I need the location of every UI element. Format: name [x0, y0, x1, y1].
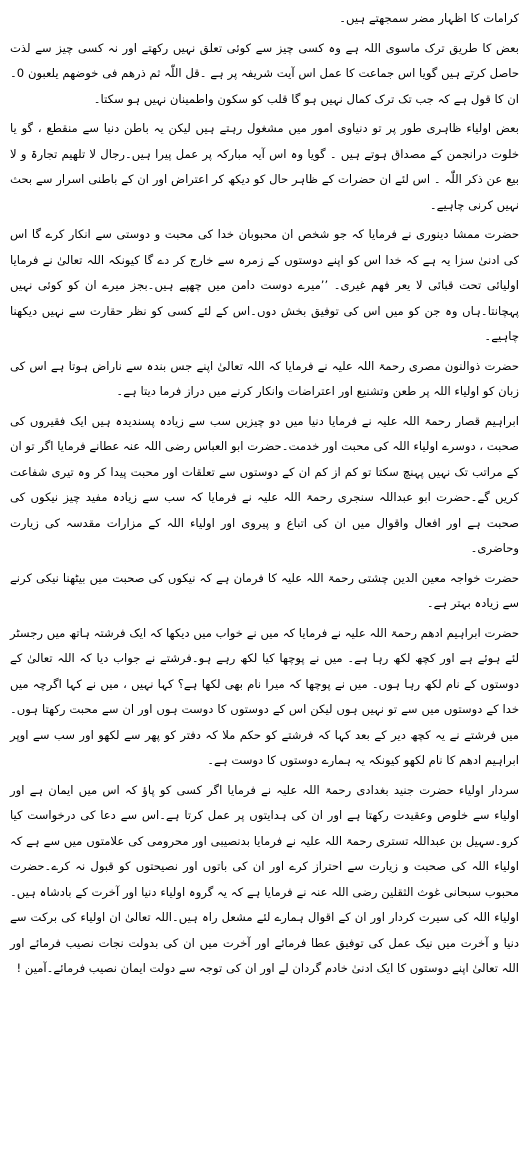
paragraph-khalwat-dar-anjuman: بعض اولیاء ظاہری طور پر تو دنیاوی امور میں مشغول رہتے ہیں لیکن یہ باطن دنیا سے منقطع ، گو یا خلوت درانجمن کے مصداق ہوتے ہیں ۔ گویا وہ اس آیہ مبارکہ پر عمل پیرا ہیں۔رجال لا تلھیم تجارۃ و لا بیع عن ذکر اللّٰہ ۔ اس لئے ان حضرات کے ظاہر حال کو دیکھ کر اعتراض اور ان کے باطنی اسرار سے بحث نہیں کرنی چاہیے۔ — [10, 121, 519, 212]
paragraph-tark-masiwa: بعض کا طریق ترک ماسوی اللہ ہے وہ کسی چیز سے کوئی تعلق نہیں رکھتے اور نہ کسی چیز سے لذت حاصل کرتے ہیں گویا اس جماعت کا عمل اس آیت شریفہ پر ہے ۔قل اللّٰہ ثم ذرھم فی خوضھم یلعبون 0۔ان کا قول ہے کہ جب تک ترک کمال نہیں ہو گا قلب کو سکون واطمینان نہیں ہو سکتا۔ — [10, 40, 519, 106]
paragraph-zunnun-misri: حضرت ذوالنون مصری رحمۃ اللہ علیہ نے فرمایا کہ اللہ تعالیٰ اپنے جس بندہ سے ناراض ہوتا ہے اس کی زبان کو اولیاء اللہ پر طعن وتشنیع اور اعتراضات وانکار کرنے میں دراز فرما دیتا ہے۔ — [10, 358, 519, 398]
paragraph-moinuddin-chishti: حضرت خواجہ معین الدین چشتی رحمۃ اللہ علیہ کا فرمان ہے کہ نیکوں کی صحبت میں بیٹھنا نیکی کرنے سے زیادہ بہتر ہے۔ — [10, 570, 519, 610]
paragraph-ibrahim-qassar: ابراہیم قصار رحمۃ اللہ علیہ نے فرمایا دنیا میں دو چیزیں سب سے زیادہ پسندیدہ ہیں ایک فقیروں کی صحبت ، دوسرے اولیاء اللہ کی محبت اور خدمت۔حضرت ابو العباس رضی اللہ عنہ عطانے فرمایا اگر تو ان کے مراتب تک نہیں پہنچ سکتا تو کم از کم ان کے دوستوں سے تعلقات اور محبت پیدا کر وہ تیری شفاعت کریں گے۔حضرت ابو عبداللہ سنجری رحمۃ اللہ علیہ نے فرمایا کہ سب سے زیادہ مفید چیز نیکوں کی صحبت ہے اور افعال واقوال میں ان کی اتباع و پیروی اور اولیاء اللہ کے مزارات مقدسہ کی زیارت وحاضری۔ — [10, 413, 519, 555]
paragraph-junaid-baghdadi: سردار اولیاء حضرت جنید بغدادی رحمۃ اللہ علیہ نے فرمایا اگر کسی کو پاؤ کہ اس میں ایمان ہے اور اولیاء سے خلوص وعقیدت رکھتا ہے اور ان کی ہدایتوں پر عمل کرتا ہے۔اس سے دعا کی درخواست کیا کرو۔سہیل بن عبداللہ تستری رحمۃ اللہ علیہ نے فرمایا بدنصیبی اور محرومی کی علامتوں میں سے ہے کہ اولیاء اللہ کی صحبت و زیارت سے احتراز کرے اور ان کی باتوں اور نصیحتوں کو قبول نہ کرے۔حضرت محبوب سبحانی غوث الثقلین رضی اللہ عنہ نے فرمایا ہے کہ یہ گروہ اولیاء دنیا اور آخرت کے بادشاہ ہیں۔اولیاء اللہ کی سیرت کردار اور ان کے اقوال ہمارے لئے مشعل راہ ہیں۔اللہ تعالیٰ ان اولیاء کی برکت سے دنیا و آخرت میں نیک عمل کی توفیق عطا فرمائے اور آخرت میں ان کی بدولت نجات نصیب فرمائے اور اللہ تعالیٰ اپنے دوستوں کا ایک ادنیٰ خادم گردان لے اور ان کی توجہ سے دولت ایمان نصیب فرمائے۔آمین ! — [10, 782, 519, 975]
paragraph-mamshad-dinawari: حضرت ممشا دینوری نے فرمایا کہ جو شخص ان محبوبان خدا کی محبت و دوستی سے انکار کرے گا اس کی ادنیٰ سزا یہ ہے کہ خدا اس کو اپنے دوستوں کے زمرہ سے خارج کر دے گا کیونکہ اللہ تعالیٰ نے فرمایا اولیائی تحت قبائی لا یعر فھم غیری۔ ’’میرے دوست دامن میں چھپے ہیں۔بجز میرے ان کو کوئی نہیں پہچانتا۔ہاں وہ جن کو میں اس کی توفیق بخش دوں۔اس کے لئے کسی کو نظر حقارت سے نہیں دیکھنا چاہیے۔ — [10, 227, 519, 343]
paragraph-karamat: کرامات کا اظہار مضر سمجھتے ہیں۔ — [339, 11, 519, 25]
paragraph-ibrahim-adham: حضرت ابراہیم ادھم رحمۃ اللہ علیہ نے فرمایا کہ میں نے خواب میں دیکھا کہ ایک فرشتہ ہاتھ میں رجسٹر لئے ہوئے ہے اور کچھ لکھ رہا ہے۔ میں نے پوچھا کیا لکھ رہے ہو۔فرشتے نے جواب دیا کہ اللہ تعالیٰ کے دوستوں کے نام لکھ رہا ہوں۔ میں نے پوچھا کہ میرا نام بھی لکھا ہے؟ کہا نہیں ، میں نے کہا اگرچہ میں خدا کے دوستوں میں سے تو نہیں ہوں لیکن اس کے دوستوں کا دوست ہوں اور ان سے محبت رکھتا ہوں۔ میں فرشتے نے یہ کچھ دیر کے بعد کہا کہ فرشتے کو حکم ملا کہ دفتر کو پھر سے لکھو اور سب سے اوپر ابراہیم ادھم کا نام لکھو کیونکہ یہ ہمارے دوستوں کا دوست ہے۔ — [10, 625, 519, 767]
